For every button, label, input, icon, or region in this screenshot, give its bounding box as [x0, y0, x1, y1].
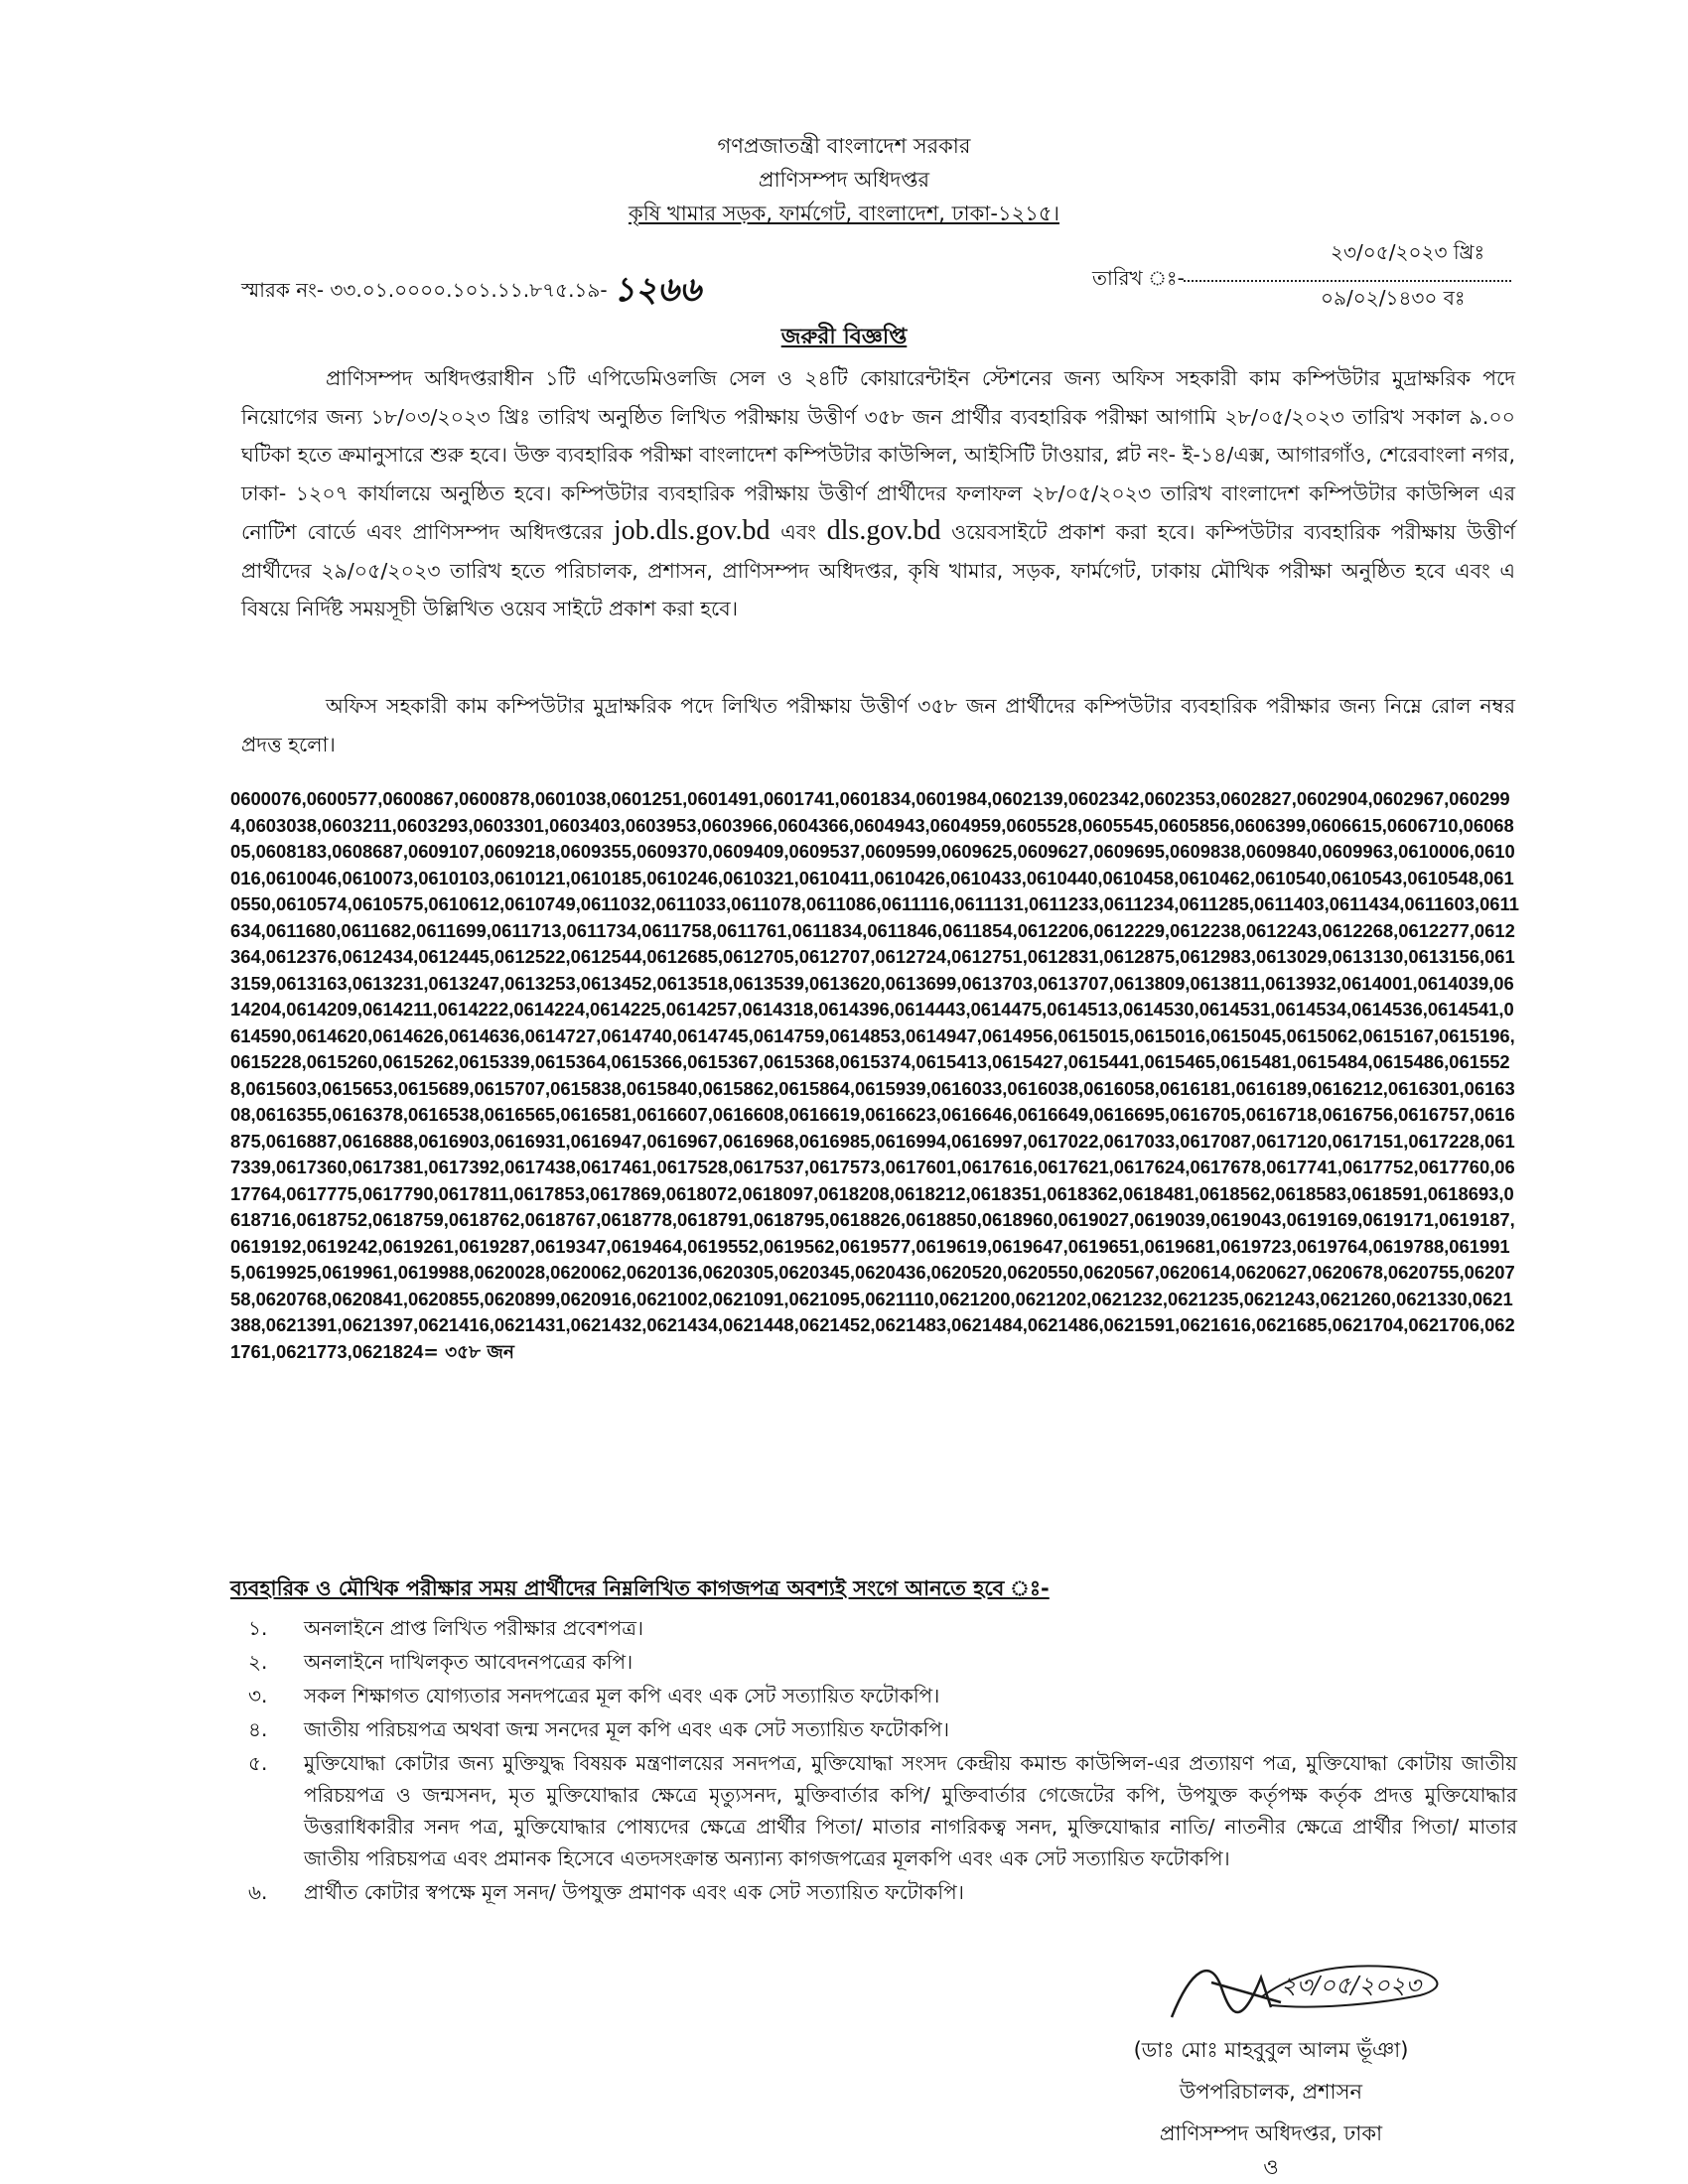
memo-number [241, 264, 701, 321]
date-bangla: ০৯/০২/১৪৩০ বঃ [1321, 286, 1466, 310]
notice-title: জরুরী বিজ্ঞপ্তি [780, 325, 908, 349]
and-text: এবং [770, 520, 827, 544]
list-item [248, 1747, 1517, 1874]
item-number: ২. [248, 1650, 268, 1674]
paragraph-1-text: প্রাণিসম্পদ অধিদপ্তরাধীন ১টি এপিডেমিওলজি সেল ও ২৪টি কোয়ারেন্টাইন স্টেশনের জন্য অফিস সহকারী কাম কম্পিউটার মুদ্রাক্ষরিক পদে নিয়োগের জন্য ১৮/০৩/২০২৩ খ্রিঃ তারিখ অনুষ্ঠিত লিখিত পরীক্ষায় উত্তীর্ণ ৩৫৮ জন প্রার্থীর ব্যবহারিক পরীক্ষা আগামি ২৮/০৫/২০২৩ তারিখ সকাল ৯.০০ ঘটিকা হতে ক্রমানুসারে শুরু হবে। উক্ত ব্যবহারিক পরীক্ষা বাংলাদেশ কম্পিউটার কাউন্সিল, আইসিটি টাওয়ার, প্লট নং- ই-১৪/এক্স, আগারগাঁও, শেরেবাংলা নগর, ঢাকা- ১২০৭ কার্যালয়ে অনুষ্ঠিত হবে। কম্পিউটার ব্যবহারিক পরীক্ষায় উত্তীর্ণ প্রার্থীদের ফলাফল ২৮/০৫/২০২৩ তারিখ বাংলাদেশ কম্পিউটার কাউন্সিল এর নোটিশ বোর্ডে এবং প্রাণিসম্পদ অধিদপ্তরের [241, 366, 1515, 544]
item-number: ৬. [248, 1880, 268, 1904]
signatory-designation: উপপরিচালক, প্রশাসন [1179, 2080, 1363, 2104]
item-number: ৩. [248, 1684, 268, 1707]
signature-date: ২৩/০৫/২০২৩ [1281, 1972, 1421, 1999]
memo-label: স্মারক নং- ৩৩.০১.০০০০.১০১.১১.৮৭৫.১৯- [241, 278, 608, 302]
roll-total: = ৩৫৮ জন [423, 1341, 514, 1363]
list-item [248, 1680, 1517, 1711]
list-item [248, 1876, 1517, 1908]
memo-handwritten-number: ১২৬৬ [613, 270, 701, 310]
signatory-office: প্রাণিসম্পদ অধিদপ্তর, ঢাকা [1159, 2121, 1383, 2145]
item-text: অনলাইনে প্রাপ্ত লিখিত পরীক্ষার প্রবেশপত্র। [304, 1616, 644, 1640]
date-dotted-line [1184, 260, 1511, 282]
requirements-list [248, 1612, 1517, 1910]
signatory-extra: ও [1263, 2155, 1279, 2179]
item-number: ১. [248, 1616, 268, 1640]
item-text: জাতীয় পরিচয়পত্র অথবা জন্ম সনদের মূল কপি এবং এক সেট সত্যায়িত ফটোকপি। [304, 1717, 950, 1741]
govt-name: গণপ্রজাতন্ত্রী বাংলাদেশ সরকার [717, 134, 971, 158]
paragraph-1-text-cont: ওয়েবসাইটে প্রকাশ করা হবে। কম্পিউটার ব্যবহারিক পরীক্ষায় উত্তীর্ণ প্রার্থীদের ২৯/০৫/২০২৩ তারিখ হতে পরিচালক, প্রশাসন, প্রাণিসম্পদ অধিদপ্তর, কৃষি খামার, সড়ক, ফার্মগেট, ঢাকায় মৌখিক পরীক্ষা অনুষ্ঠিত হবে এবং এ বিষয়ে নির্দিষ্ট সময়সূচী উল্লিখিত ওয়েব সাইটে প্রকাশ করা হবে। [241, 520, 1515, 620]
department-name: প্রাণিসম্পদ অধিদপ্তর [758, 168, 930, 192]
item-number: ৪. [248, 1717, 268, 1741]
item-number: ৫. [248, 1751, 268, 1775]
date-gregorian: ২৩/০৫/২০২৩ খ্রিঃ [1331, 240, 1485, 264]
signatory-name: (ডাঃ মোঃ মাহবুবুল আলম ভূঁঞা) [1133, 2038, 1409, 2062]
website-link-job: job.dls.gov.bd [613, 515, 771, 546]
notice-paragraph-2: অফিস সহকারী কাম কম্পিউটার মুদ্রাক্ষরিক পদে লিখিত পরীক্ষায় উত্তীর্ণ ৩৫৮ জন প্রার্থীদের কম্পিউটার ব্যবহারিক পরীক্ষার জন্য নিম্নে রোল নম্বর প্রদত্ত হলো। [241, 694, 1515, 756]
notice-paragraph-1 [241, 359, 1515, 628]
list-item [248, 1646, 1517, 1678]
list-item [248, 1612, 1517, 1644]
letterhead [0, 129, 1688, 230]
website-link-dls: dls.gov.bd [826, 515, 941, 546]
item-text: সকল শিক্ষাগত যোগ্যতার সনদপত্রের মূল কপি এবং এক সেট সত্যায়িত ফটোকপি। [304, 1684, 940, 1707]
item-text: অনলাইনে দাখিলকৃত আবেদনপত্রের কপি। [304, 1650, 633, 1674]
handwritten-signature [1152, 1948, 1470, 2037]
office-address: কৃষি খামার সড়ক, ফার্মগেট, বাংলাদেশ, ঢাকা-১২১৫। [629, 202, 1059, 225]
roll-number-list [230, 786, 1521, 1366]
roll-numbers: 0600076,0600577,0600867,0600878,0601038,0601251,0601491,0601741,0601834,0601984,0602139,0602342,0602353,0602827,0602904,0602967,0602994,0603038,0603211,0603293,0603301,0603403,0603953,0603966,0604366,0604943,0604959,0605528,0605545,0605856,0606399,0606615,0606710,0606805,0608183,0608687,0609107,0609218,0609355,0609370,0609409,0609537,0609599,0609625,0609627,0609695,0609838,0609840,0609963,0610006,0610016,0610046,0610073,0610103,0610121,0610185,0610246,0610321,0610411,0610426,0610433,0610440,0610458,0610462,0610540,0610543,0610548,0610550,0610574,0610575,0610612,0610749,0611032,0611033,0611078,0611086,0611116,0611131,0611233,0611234,0611285,0611403,0611434,0611603,0611634,0611680,0611682,0611699,0611713,0611734,0611758,0611761,0611834,0611846,0611854,0612206,0612229,0612238,0612243,0612268,0612277,0612364,0612376,0612434,0612445,0612522,0612544,0612685,0612705,0612707,0612724,0612751,0612831,0612875,0612983,0613029,0613130,0613156,0613159,0613163,0613231,0613247,0613253,0613452,0613518,0613539,0613620,0613699,0613703,0613707,0613809,0613811,0613932,0614001,0614039,0614204,0614209,0614211,0614222,0614224,0614225,0614257,0614318,0614396,0614443,0614475,0614513,0614530,0614531,0614534,0614536,0614541,0614590,0614620,0614626,0614636,0614727,0614740,0614745,0614759,0614853,0614947,0614956,0615015,0615016,0615045,0615062,0615167,0615196,0615228,0615260,0615262,0615339,0615364,0615366,0615367,0615368,0615374,0615413,0615427,0615441,0615465,0615481,0615484,0615486,0615528,0615603,0615653,0615689,0615707,0615838,0615840,0615862,0615864,0615939,0616033,0616038,0616058,0616181,0616189,0616212,0616301,0616308,0616355,0616378,0616538,0616565,0616581,0616607,0616608,0616619,0616623,0616646,0616649,0616695,0616705,0616718,0616756,0616757,0616875,0616887,0616888,0616903,0616931,0616947,0616967,0616968,0616985,0616994,0616997,0617022,0617033,0617087,0617120,0617151,0617228,0617339,0617360,0617381,0617392,0617438,0617461,0617528,0617537,0617573,0617601,0617616,0617621,0617624,0617678,0617741,0617752,0617760,0617764,0617775,0617790,0617811,0617853,0617869,0618072,0618097,0618208,0618212,0618351,0618362,0618481,0618562,0618583,0618591,0618693,0618716,0618752,0618759,0618762,0618767,0618778,0618791,0618795,0618826,0618850,0618960,0619027,0619039,0619043,0619169,0619171,0619187,0619192,0619242,0619261,0619287,0619347,0619464,0619552,0619562,0619577,0619619,0619647,0619651,0619681,0619723,0619764,0619788,0619915,0619925,0619961,0619988,0620028,0620062,0620136,0620305,0620345,0620436,0620520,0620550,0620567,0620614,0620627,0620678,0620755,0620758,0620768,0620841,0620855,0620899,0620916,0621002,0621091,0621095,0621110,0621200,0621202,0621232,0621235,0621243,0621260,0621330,0621388,0621391,0621397,0621416,0621431,0621432,0621434,0621448,0621452,0621483,0621484,0621486,0621591,0621616,0621685,0621704,0621706,0621761,0621773,0621824 [230, 788, 1519, 1362]
signatory-block [1072, 2029, 1470, 2180]
requirements-heading: ব্যবহারিক ও মৌখিক পরীক্ষার সময় প্রার্থীদের নিম্নলিখিত কাগজপত্র অবশ্যই সংগে আনতে হবে ঃ- [230, 1576, 1050, 1600]
item-text: প্রার্থীত কোটার স্বপক্ষে মূল সনদ/ উপযুক্ত প্রমাণক এবং এক সেট সত্যায়িত ফটোকপি। [304, 1880, 964, 1904]
date-label: তারিখ ঃ- [1092, 266, 1185, 290]
item-text: মুক্তিযোদ্ধা কোটার জন্য মুক্তিযুদ্ধ বিষয়ক মন্ত্রণালয়ের সনদপত্র, মুক্তিযোদ্ধা সংসদ কেন্দ্রীয় কমান্ড কাউন্সিল-এর প্রত্যায়ণ পত্র, মুক্তিযোদ্ধা কোটায় জাতীয় পরিচয়পত্র ও জন্মসনদ, মৃত মুক্তিযোদ্ধার ক্ষেত্রে মৃত্যুসনদ, মুক্তিবার্তার কপি/ মুক্তিবার্তার গেজেটের কপি, উপযুক্ত কর্তৃপক্ষ কর্তৃক প্রদত্ত মুক্তিযোদ্ধার উত্তরাধিকারীর সনদ পত্র, মুক্তিযোদ্ধার পোষ্যদের ক্ষেত্রে প্রার্থীর পিতা/ মাতার নাগরিকত্ব সনদ, মুক্তিযোদ্ধার নাতি/ নাতনীর ক্ষেত্রে প্রার্থীর পিতা/ মাতার জাতীয় পরিচয়পত্র এবং প্রমানক হিসেবে এতদসংক্রান্ত অন্যান্য কাগজপত্রের মূলকপি এবং এক সেট সত্যায়িত ফটোকপি। [304, 1751, 1517, 1870]
list-item [248, 1713, 1517, 1745]
